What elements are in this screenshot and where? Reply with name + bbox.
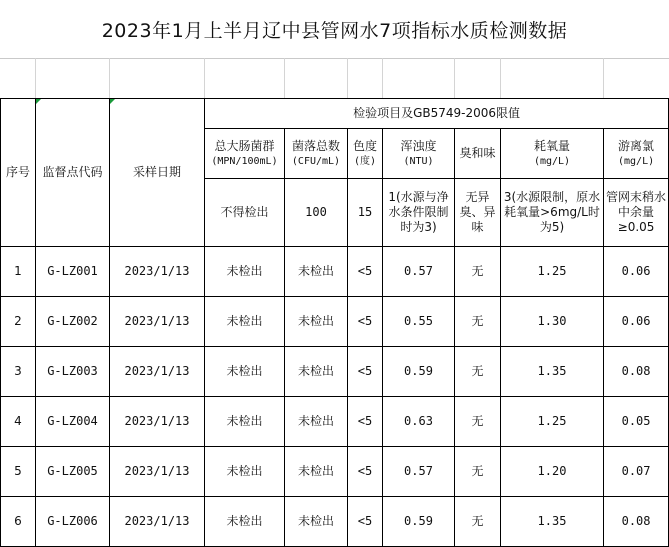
- table-row: [1, 297, 669, 347]
- cell-colony: 未检出: [285, 247, 348, 297]
- cell-site-code: G-LZ005: [36, 447, 110, 497]
- cell-chlorine: 0.07: [604, 447, 669, 497]
- cell-colony: 未检出: [285, 397, 348, 447]
- cell-sample-date: 2023/1/13: [110, 247, 205, 297]
- cell-oxygen: 1.35: [501, 347, 604, 397]
- limit-odor: 无异臭、异味: [455, 179, 501, 247]
- cell-colony: 未检出: [285, 447, 348, 497]
- cell-site-code: G-LZ002: [36, 297, 110, 347]
- limit-turbidity: 1(水源与净水条件限制时为3): [383, 179, 455, 247]
- table-row: [1, 497, 669, 547]
- table-row: [1, 447, 669, 497]
- cell-site-code: G-LZ006: [36, 497, 110, 547]
- cell-color: <5: [348, 447, 383, 497]
- header-color: 色度 (度): [348, 129, 383, 179]
- limit-coliform: 不得检出: [205, 179, 285, 247]
- cell-turbidity: 0.57: [383, 447, 455, 497]
- water-quality-table: [0, 98, 669, 547]
- cell-sample-date: 2023/1/13: [110, 397, 205, 447]
- cell-seq: 3: [1, 347, 36, 397]
- cell-oxygen: 1.30: [501, 297, 604, 347]
- cell-color: <5: [348, 297, 383, 347]
- header-coliform: 总大肠菌群 (MPN/100mL): [205, 129, 285, 179]
- cell-site-code: G-LZ004: [36, 397, 110, 447]
- cell-odor: 无: [455, 497, 501, 547]
- cell-sample-date: 2023/1/13: [110, 447, 205, 497]
- cell-color: <5: [348, 497, 383, 547]
- header-oxygen: 耗氧量 (mg/L): [501, 129, 604, 179]
- header-site-code: 监督点代码: [36, 99, 110, 247]
- cell-seq: 4: [1, 397, 36, 447]
- cell-odor: 无: [455, 447, 501, 497]
- cell-seq: 6: [1, 497, 36, 547]
- cell-coliform: 未检出: [205, 247, 285, 297]
- limit-oxygen: 3(水源限制，原水耗氧量>6mg/L时为5): [501, 179, 604, 247]
- cell-chlorine: 0.08: [604, 347, 669, 397]
- cell-chlorine: 0.08: [604, 497, 669, 547]
- cell-turbidity: 0.55: [383, 297, 455, 347]
- header-turbidity: 浑浊度 (NTU): [383, 129, 455, 179]
- cell-oxygen: 1.25: [501, 397, 604, 447]
- cell-odor: 无: [455, 347, 501, 397]
- cell-turbidity: 0.63: [383, 397, 455, 447]
- page-title: 2023年1月上半月辽中县管网水7项指标水质检测数据: [0, 0, 669, 59]
- cell-color: <5: [348, 247, 383, 297]
- cell-odor: 无: [455, 297, 501, 347]
- cell-odor: 无: [455, 397, 501, 447]
- header-sample-date: 采样日期: [110, 99, 205, 247]
- cell-oxygen: 1.25: [501, 247, 604, 297]
- header-seq: 序号: [1, 99, 36, 247]
- header-chlorine: 游离氯 (mg/L): [604, 129, 669, 179]
- limit-color: 15: [348, 179, 383, 247]
- cell-coliform: 未检出: [205, 297, 285, 347]
- cell-colony: 未检出: [285, 347, 348, 397]
- header-colony: 菌落总数 (CFU/mL): [285, 129, 348, 179]
- cell-sample-date: 2023/1/13: [110, 497, 205, 547]
- cell-coliform: 未检出: [205, 497, 285, 547]
- cell-color: <5: [348, 347, 383, 397]
- cell-colony: 未检出: [285, 497, 348, 547]
- cell-seq: 1: [1, 247, 36, 297]
- cell-turbidity: 0.59: [383, 347, 455, 397]
- table-row: [1, 347, 669, 397]
- cell-chlorine: 0.06: [604, 297, 669, 347]
- cell-coliform: 未检出: [205, 447, 285, 497]
- cell-turbidity: 0.57: [383, 247, 455, 297]
- table-row: [1, 247, 669, 297]
- cell-sample-date: 2023/1/13: [110, 297, 205, 347]
- cell-sample-date: 2023/1/13: [110, 347, 205, 397]
- cell-chlorine: 0.06: [604, 247, 669, 297]
- limit-chlorine: 管网末稍水中余量≥0.05: [604, 179, 669, 247]
- cell-turbidity: 0.59: [383, 497, 455, 547]
- cell-chlorine: 0.05: [604, 397, 669, 447]
- cell-site-code: G-LZ001: [36, 247, 110, 297]
- table-row: [1, 397, 669, 447]
- cell-seq: 5: [1, 447, 36, 497]
- cell-site-code: G-LZ003: [36, 347, 110, 397]
- header-odor: 臭和味: [455, 129, 501, 179]
- cell-oxygen: 1.35: [501, 497, 604, 547]
- header-test-items-group: 检验项目及GB5749-2006限值: [205, 99, 669, 129]
- cell-coliform: 未检出: [205, 347, 285, 397]
- cell-colony: 未检出: [285, 297, 348, 347]
- cell-oxygen: 1.20: [501, 447, 604, 497]
- limit-colony: 100: [285, 179, 348, 247]
- cell-odor: 无: [455, 247, 501, 297]
- cell-coliform: 未检出: [205, 397, 285, 447]
- cell-seq: 2: [1, 297, 36, 347]
- blank-spacer-row: [0, 58, 669, 98]
- cell-color: <5: [348, 397, 383, 447]
